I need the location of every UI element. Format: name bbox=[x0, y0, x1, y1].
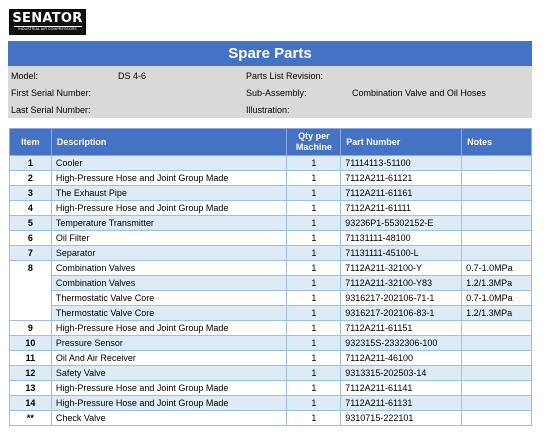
notes-cell bbox=[462, 216, 532, 231]
description-cell: Combination Valves bbox=[51, 276, 287, 291]
header-qty-line2: Machine bbox=[295, 142, 332, 152]
part-number-cell: 9313315-202503-14 bbox=[341, 366, 462, 381]
table-row bbox=[10, 381, 532, 396]
part-number-cell: 7112A211-61141 bbox=[341, 381, 462, 396]
logo-brand: SENATOR bbox=[12, 11, 83, 26]
qty-cell: 1 bbox=[287, 156, 341, 171]
part-number-cell: 7112A211-61131 bbox=[341, 396, 462, 411]
description-cell: Thermostatic Valve Core bbox=[51, 291, 287, 306]
part-number-cell: 71114113-51100 bbox=[341, 156, 462, 171]
notes-cell bbox=[462, 366, 532, 381]
part-number-cell: 9316217-202106-83-1 bbox=[341, 306, 462, 321]
table-row bbox=[10, 201, 532, 216]
qty-cell: 1 bbox=[287, 186, 341, 201]
notes-cell: 1.2/1.3MPa bbox=[462, 276, 532, 291]
part-number-cell: 71131111-48100 bbox=[341, 231, 462, 246]
item-cell: 10 bbox=[10, 336, 52, 351]
table-row bbox=[10, 351, 532, 366]
table-row bbox=[10, 366, 532, 381]
first-serial-label: First Serial Number: bbox=[11, 88, 92, 98]
model-label: Model: bbox=[11, 71, 39, 81]
table-row bbox=[10, 231, 532, 246]
description-cell: High-Pressure Hose and Joint Group Made bbox=[51, 381, 287, 396]
description-cell: Oil And Air Receiver bbox=[51, 351, 287, 366]
qty-cell: 1 bbox=[287, 201, 341, 216]
last-serial-label: Last Serial Number: bbox=[11, 105, 91, 115]
table-row bbox=[10, 216, 532, 231]
subassembly-value: Combination Valve and Oil Hoses bbox=[352, 88, 486, 98]
qty-cell: 1 bbox=[287, 351, 341, 366]
part-number-cell: 71131111-45100-L bbox=[341, 246, 462, 261]
notes-cell bbox=[462, 381, 532, 396]
qty-cell: 1 bbox=[287, 411, 341, 426]
qty-cell: 1 bbox=[287, 381, 341, 396]
item-cell: 8 bbox=[10, 261, 52, 321]
qty-cell: 1 bbox=[287, 306, 341, 321]
part-number-cell: 7112A211-32100-Y bbox=[341, 261, 462, 276]
item-cell: 13 bbox=[10, 381, 52, 396]
item-cell: 4 bbox=[10, 201, 52, 216]
part-number-cell: 93236P1-55302152-E bbox=[341, 216, 462, 231]
part-number-cell: 7112A211-61151 bbox=[341, 321, 462, 336]
item-cell: ** bbox=[10, 411, 52, 426]
notes-cell bbox=[462, 351, 532, 366]
table-row bbox=[10, 186, 532, 201]
header-item: Item bbox=[10, 129, 52, 156]
part-number-cell: 7112A211-61121 bbox=[341, 171, 462, 186]
notes-cell bbox=[462, 321, 532, 336]
description-cell: High-Pressure Hose and Joint Group Made bbox=[51, 201, 287, 216]
notes-cell bbox=[462, 396, 532, 411]
description-cell: Oil Filter bbox=[51, 231, 287, 246]
description-cell: Thermostatic Valve Core bbox=[51, 306, 287, 321]
notes-cell bbox=[462, 171, 532, 186]
qty-cell: 1 bbox=[287, 276, 341, 291]
qty-cell: 1 bbox=[287, 396, 341, 411]
part-number-cell: 932315S-2332306-100 bbox=[341, 336, 462, 351]
description-cell: Pressure Sensor bbox=[51, 336, 287, 351]
notes-cell: 0.7-1.0MPa bbox=[462, 261, 532, 276]
table-row bbox=[10, 411, 532, 426]
notes-cell bbox=[462, 411, 532, 426]
part-number-cell: 7112A211-46100 bbox=[341, 351, 462, 366]
description-cell: Check Valve bbox=[51, 411, 287, 426]
item-cell: 7 bbox=[10, 246, 52, 261]
header-part-number: Part Number bbox=[341, 129, 462, 156]
qty-cell: 1 bbox=[287, 231, 341, 246]
description-cell: Safety Valve bbox=[51, 366, 287, 381]
notes-cell bbox=[462, 156, 532, 171]
notes-cell bbox=[462, 336, 532, 351]
page-title: Spare Parts bbox=[8, 41, 532, 66]
part-number-cell: 7112A211-32100-Y83 bbox=[341, 276, 462, 291]
table-row bbox=[10, 246, 532, 261]
info-panel bbox=[8, 66, 532, 118]
subassembly-label: Sub-Assembly: bbox=[246, 88, 307, 98]
item-cell: 11 bbox=[10, 351, 52, 366]
notes-cell bbox=[462, 201, 532, 216]
item-cell: 14 bbox=[10, 396, 52, 411]
table-row bbox=[10, 261, 532, 276]
qty-cell: 1 bbox=[287, 321, 341, 336]
part-number-cell: 9316217-202106-71-1 bbox=[341, 291, 462, 306]
item-cell: 9 bbox=[10, 321, 52, 336]
description-cell: High-Pressure Hose and Joint Group Made bbox=[51, 171, 287, 186]
table-row bbox=[10, 306, 532, 321]
qty-cell: 1 bbox=[287, 246, 341, 261]
description-cell: Temperature Transmitter bbox=[51, 216, 287, 231]
table-row bbox=[10, 291, 532, 306]
senator-logo bbox=[9, 9, 86, 35]
qty-cell: 1 bbox=[287, 261, 341, 276]
revision-label: Parts List Revision: bbox=[246, 71, 324, 81]
table-row bbox=[10, 336, 532, 351]
table-row bbox=[10, 321, 532, 336]
description-cell: High-Pressure Hose and Joint Group Made bbox=[51, 396, 287, 411]
qty-cell: 1 bbox=[287, 171, 341, 186]
table-row bbox=[10, 156, 532, 171]
part-number-cell: 9310715-222101 bbox=[341, 411, 462, 426]
header-qty bbox=[287, 129, 341, 156]
item-cell: 3 bbox=[10, 186, 52, 201]
item-cell: 12 bbox=[10, 366, 52, 381]
notes-cell: 1.2/1.3MPa bbox=[462, 306, 532, 321]
logo-tagline: INDUSTRIAL AIR COMPRESSORS bbox=[14, 26, 82, 32]
description-cell: Separator bbox=[51, 246, 287, 261]
header-notes: Notes bbox=[462, 129, 532, 156]
notes-cell bbox=[462, 246, 532, 261]
table-row bbox=[10, 396, 532, 411]
qty-cell: 1 bbox=[287, 216, 341, 231]
description-cell: High-Pressure Hose and Joint Group Made bbox=[51, 321, 287, 336]
qty-cell: 1 bbox=[287, 366, 341, 381]
notes-cell: 0.7-1.0MPa bbox=[462, 291, 532, 306]
notes-cell bbox=[462, 186, 532, 201]
model-value: DS 4-6 bbox=[118, 71, 147, 81]
qty-cell: 1 bbox=[287, 291, 341, 306]
header-qty-line1: Qty per bbox=[298, 131, 330, 141]
table-row bbox=[10, 276, 532, 291]
header-description: Description bbox=[51, 129, 287, 156]
part-number-cell: 7112A211-61161 bbox=[341, 186, 462, 201]
table-row bbox=[10, 171, 532, 186]
qty-cell: 1 bbox=[287, 336, 341, 351]
spare-parts-table bbox=[9, 128, 532, 426]
part-number-cell: 7112A211-61111 bbox=[341, 201, 462, 216]
illustration-label: Illustration: bbox=[246, 105, 290, 115]
table-header-row bbox=[10, 129, 532, 156]
description-cell: Combination Valves bbox=[51, 261, 287, 276]
notes-cell bbox=[462, 231, 532, 246]
item-cell: 6 bbox=[10, 231, 52, 246]
description-cell: The Exhaust Pipe bbox=[51, 186, 287, 201]
item-cell: 5 bbox=[10, 216, 52, 231]
item-cell: 1 bbox=[10, 156, 52, 171]
description-cell: Cooler bbox=[51, 156, 287, 171]
item-cell: 2 bbox=[10, 171, 52, 186]
